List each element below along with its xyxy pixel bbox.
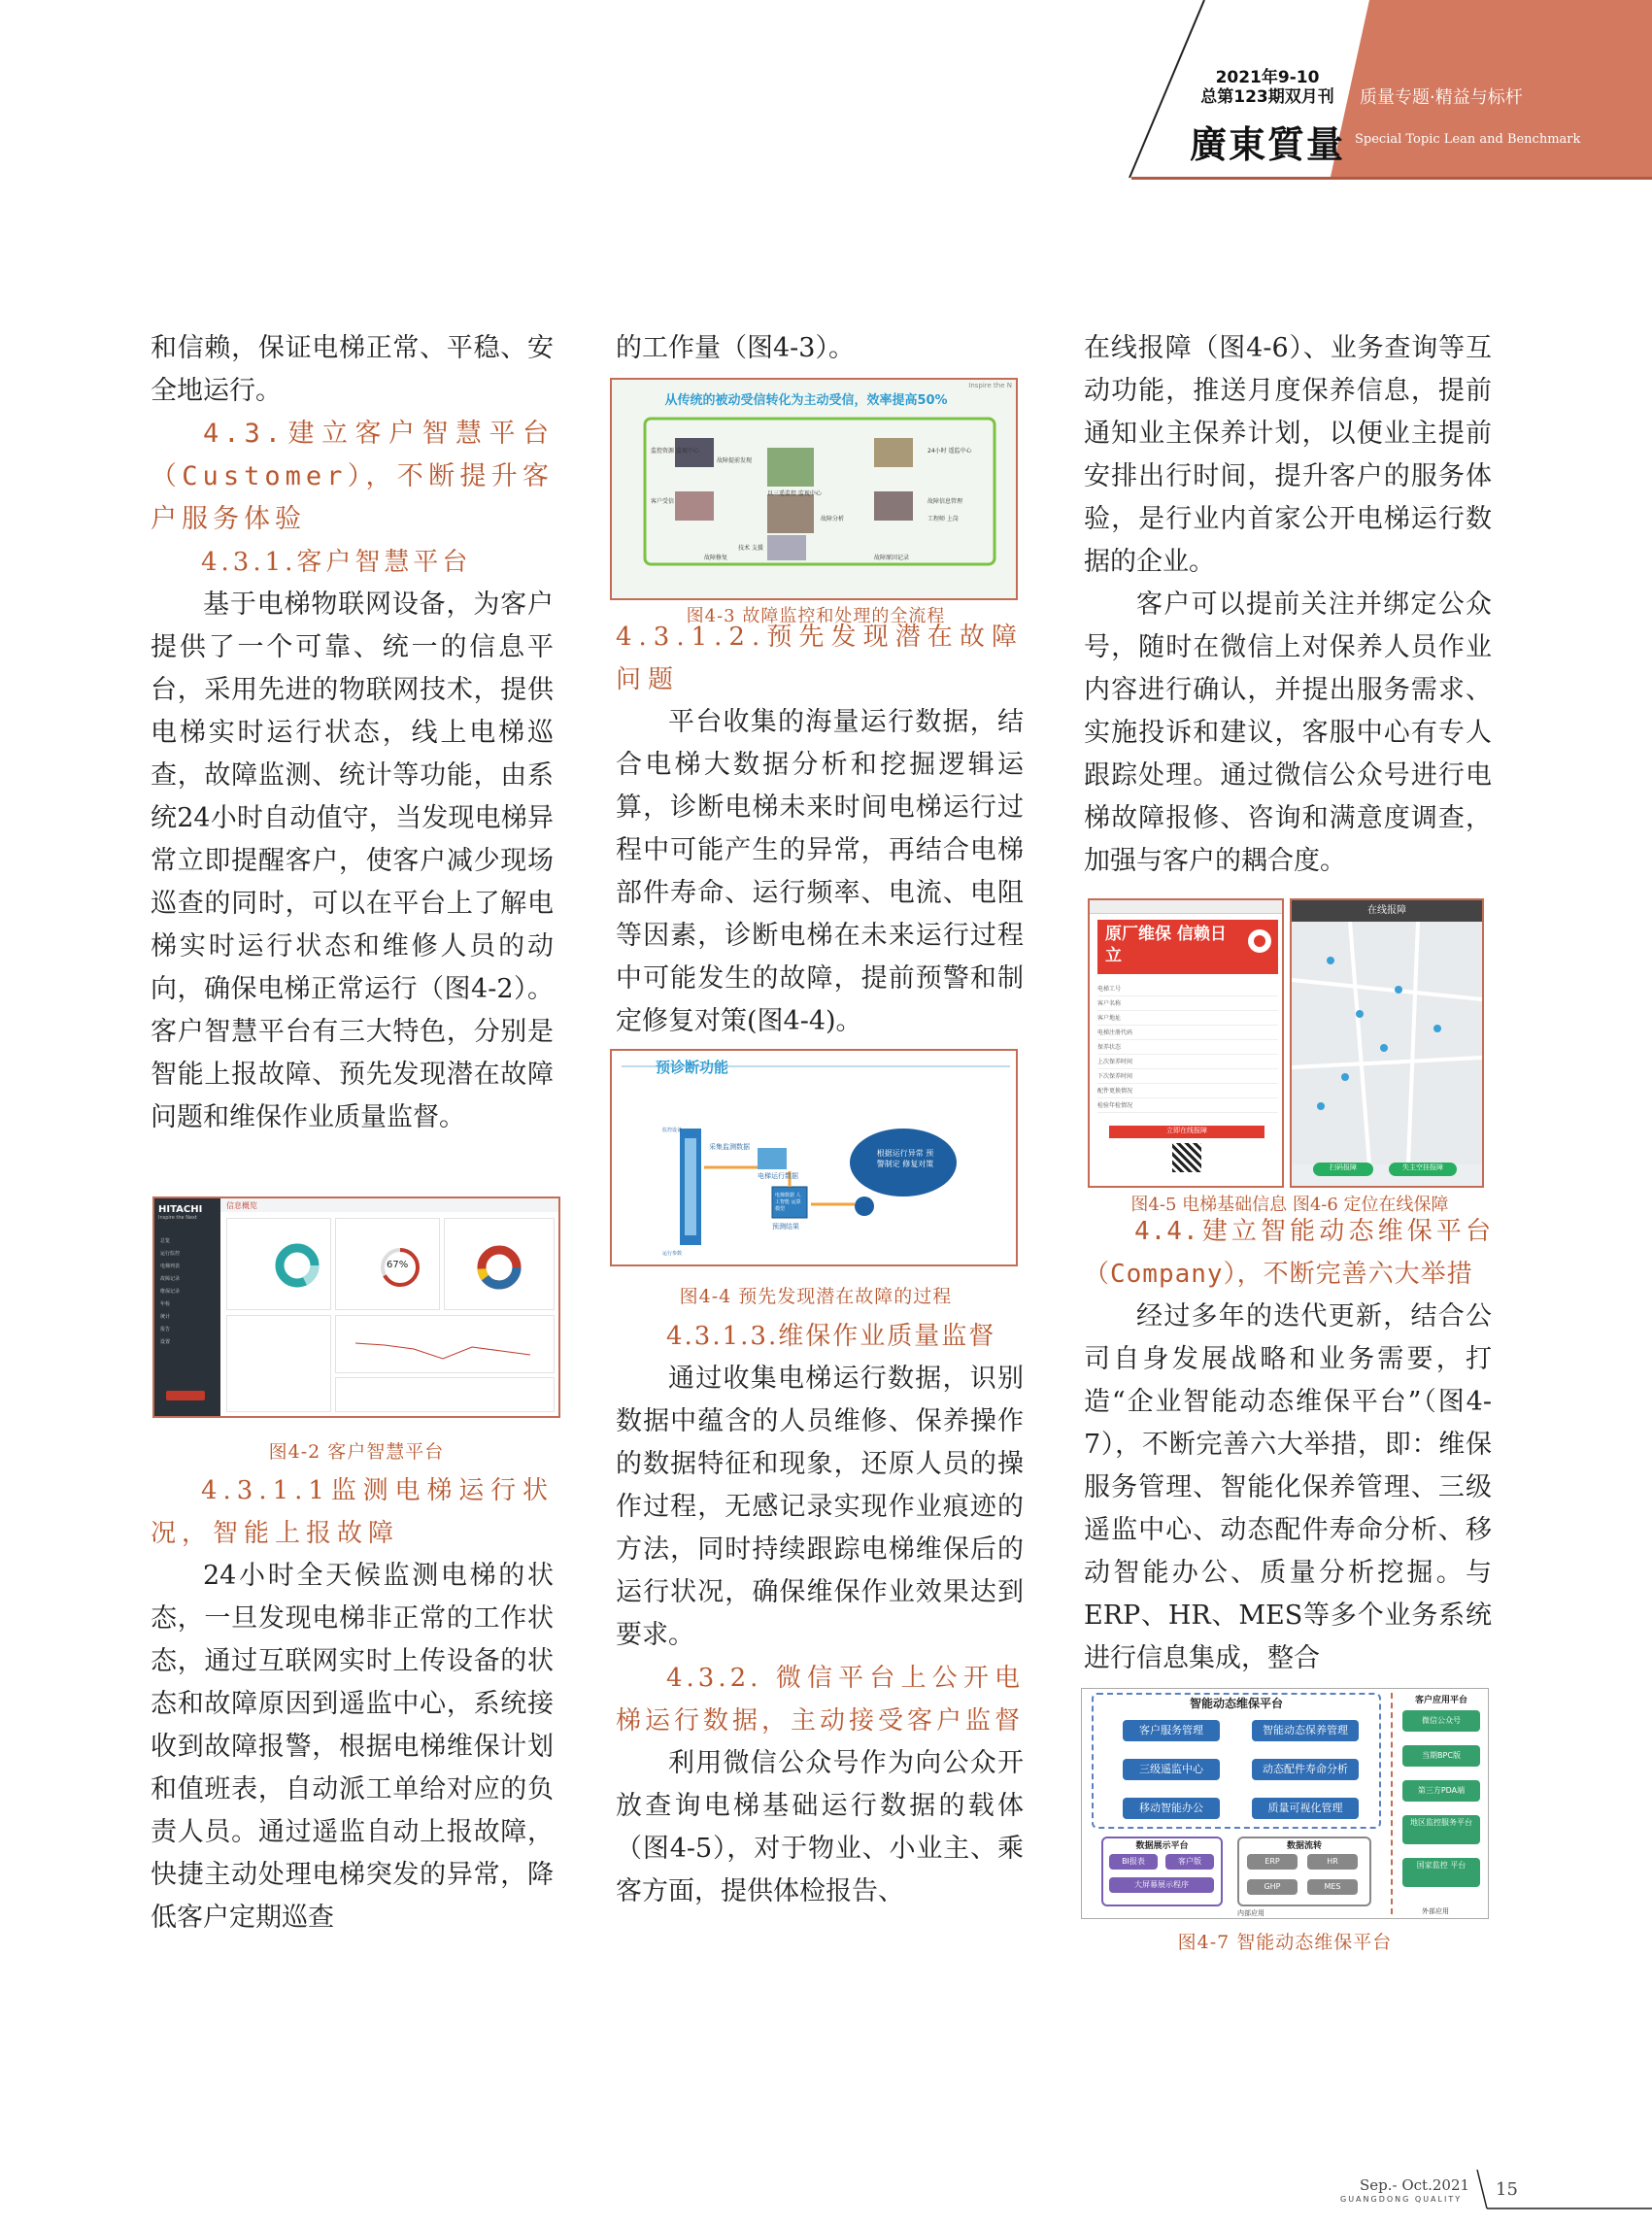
figure-caption: 图4-7 智能动态维保平台 [1177, 1932, 1393, 1953]
detail-card [335, 1377, 555, 1412]
sidebar-menu-item[interactable]: 运行监控 [160, 1251, 181, 1257]
diagram-label: 运行参数 [662, 1251, 683, 1257]
sidebar-menu-item[interactable]: 年检 [160, 1301, 171, 1307]
sidebar-menu-item[interactable]: 统计 [160, 1314, 171, 1320]
phone-banner: 原厂维保 信赖日立 [1097, 920, 1243, 974]
hitachi-logo: HITACHI [158, 1204, 203, 1215]
figure-elevator-info-phone [1088, 898, 1284, 1188]
module-box: 质量可视化管理 [1252, 1798, 1359, 1819]
section-heading: 4.4.建立智能动态维保平台（Company），不断完善六大举措 [1084, 1217, 1492, 1289]
subsection-heading: 4.3.2. 微信平台上公开电梯运行数据，主动接受客户监督 [616, 1664, 1025, 1736]
figure-caption: 图4-5 电梯基础信息 图4-6 定位在线保障 [1130, 1195, 1449, 1215]
section-heading: 4.3.建立客户智慧平台（Customer），不断提升客户服务体验 [151, 419, 554, 534]
manual-report-button[interactable]: 失主空挂报障 [1389, 1163, 1457, 1176]
column-3-lower [1084, 1210, 1492, 1680]
display-box: 大屏幕展示程序 [1109, 1877, 1214, 1893]
column-2-mid [616, 616, 1024, 1043]
flow-node: 以三遥监控 监视中心 [767, 490, 822, 497]
paragraph: 基于电梯物联网设备，为客户提供了一个可靠、统一的信息平台，采用先进的物联网技术，提供电梯实时运行状态，线上电梯巡查，故障监测、统计等功能，由系统24小时自动值守，当发现电梯异常立即提醒客户，使客户减少现场巡查的同时，可以在平台上了解电梯实时运行状态和维修人员的动向，确保电梯正常运行（图4-2）。客户智慧平台有三大特色，分别是智能上报故障、预先发现潜在故障问题和维保作业质量监督。 [151, 590, 554, 1132]
fault-flow-corner: Inspire the N [968, 382, 1012, 389]
flow-node: 客户受信 [651, 498, 675, 505]
flow-node: 故障原因记录 [874, 555, 910, 561]
prediagnosis-diagram [612, 1051, 1018, 1266]
column-2-top [616, 327, 1024, 370]
figure-caption: 图4-3 故障监控和处理的全流程 [686, 606, 946, 626]
subsection-heading: 4.3.1.1监测电梯运行状况，智能上报故障 [151, 1476, 554, 1548]
paragraph: 平台收集的海量运行数据，结合电梯大数据分析和挖掘逻辑运算，诊断电梯未来时间电梯运行过程中可能产生的异常，再结合电梯部件寿命、运行频率、电流、电阻等因素，诊断电梯在未来运行过程中可能发生的故障，提前预警和制定修复对策(图4-4)。 [616, 707, 1024, 1036]
subsection-heading: 4.3.1.2.预先发现潜在故障问题 [616, 623, 1024, 694]
diagram-label: 电梯数据 人工智能 运算模型 [775, 1193, 801, 1212]
line-chart-card [335, 1315, 555, 1373]
external-label: 外部应用 [1422, 1907, 1449, 1915]
figure-caption: 图4-4 预先发现潜在故障的过程 [679, 1286, 953, 1307]
module-box: 三级遥监中心 [1123, 1759, 1220, 1780]
info-field: 检验年检情况 [1097, 1098, 1278, 1113]
flow-node: 故障信息管理 [927, 498, 963, 505]
flow-node: 工程师 上岗 [927, 516, 959, 523]
figure-online-report-phone [1290, 898, 1484, 1188]
display-box: 客户版 [1165, 1854, 1214, 1870]
divider [1391, 1693, 1393, 1914]
flow-node: 24小时 遥监中心 [927, 448, 972, 455]
qr-code [1172, 1143, 1201, 1172]
module-box: 移动智能办公 [1123, 1798, 1220, 1819]
sidebar-menu-item[interactable]: 电梯列表 [160, 1264, 181, 1269]
pie-card [444, 1218, 555, 1310]
flow-box: GHP [1247, 1879, 1298, 1895]
dashboard-sidebar [154, 1198, 220, 1416]
flow-box: MES [1307, 1879, 1358, 1895]
flow-node: 技术 支援 [738, 545, 763, 552]
module-box: 客户服务管理 [1123, 1720, 1220, 1741]
mascot-image [1241, 920, 1278, 974]
info-field: 配件更换情况 [1097, 1084, 1278, 1098]
client-platform-title: 客户应用平台 [1414, 1696, 1467, 1705]
phone-header: 在线报障 [1292, 900, 1482, 922]
stat-card [226, 1218, 331, 1310]
magazine-logo: 廣東質量 [1189, 122, 1345, 166]
flow-box: HR [1307, 1854, 1358, 1870]
gauge-value: 67% [387, 1260, 409, 1270]
diagram-label: 监控设备 [662, 1128, 683, 1133]
column-2-lower [616, 1315, 1024, 1913]
info-field: 电梯工号 [1097, 982, 1278, 996]
diagram-label: 预测结果 [772, 1223, 799, 1230]
flow-node: 故障提前发现 [717, 457, 753, 464]
info-field: 下次保养时间 [1097, 1069, 1278, 1084]
client-box: 第三方PDA端 [1402, 1780, 1480, 1802]
column-1-lower [151, 1469, 554, 1939]
logout-button[interactable] [166, 1391, 205, 1400]
flow-node: 故障分析 [821, 516, 845, 523]
paragraph: 在线报障（图4-6）、业务查询等互动功能，推送月度保养信息，提前通知业主保养计划，以便业主提前安排出行时间，提升客户的服务体验，是行业内首家公开电梯运行数据的企业。 [1084, 333, 1492, 577]
internal-label: 内部应用 [1237, 1909, 1264, 1917]
platform-title: 智能动态维保平台 [1189, 1697, 1283, 1710]
dashboard-title: 信息概览 [220, 1198, 558, 1212]
sidebar-menu-item[interactable]: 报告 [160, 1327, 171, 1332]
sidebar-menu-item[interactable]: 故障记录 [160, 1276, 181, 1282]
flow-node: 故障修复 [704, 555, 728, 561]
figure-caption: 图4-2 客户智慧平台 [268, 1441, 445, 1463]
paragraph: 利用微信公众号作为向公众开放查询电梯基础运行数据的载体（图4-5），对于物业、小业主、乘客方面，提供体检报告、 [616, 1748, 1024, 1906]
prediagnosis-title: 预诊断功能 [656, 1059, 729, 1076]
client-box: 国家监控 平台 [1402, 1858, 1480, 1887]
module-box: 智能动态保养管理 [1252, 1720, 1359, 1741]
paragraph: 经过多年的迭代更新，结合公司自身发展战略和业务需要，打造“企业智能动态维保平台”（图4-7），不断完善六大举措，即：维保服务管理、智能化保养管理、三级遥监中心、动态配件寿命分析、移动智能办公、质量分析挖掘。与ERP、HR、MES等多个业务系统进行信息集成，整合 [1084, 1301, 1492, 1673]
paragraph: 通过收集电梯运行数据，识别数据中蕴含的人员维修、保养操作的数据特征和现象，还原人员的操作过程，无感记录实现作业痕迹的方法，同时持续跟踪电梯维保后的运行状况，确保维保作业效果达到要求。 [616, 1364, 1024, 1650]
footer-magazine-name: GUANGDONG QUALITY [1340, 2195, 1463, 2204]
subsection-heading: 4.3.1.客户智慧平台 [201, 548, 472, 577]
figure-maintenance-platform [1081, 1688, 1489, 1919]
diagram-label: 根据运行异常 预警制定 修复对策 [876, 1149, 934, 1168]
paragraph: 和信赖，保证电梯正常、平稳、安全地运行。 [151, 333, 554, 406]
data-flow-title: 数据流转 [1286, 1841, 1322, 1851]
paragraph: 的工作量（图4-3）。 [616, 333, 855, 363]
info-field: 客户名称 [1097, 996, 1278, 1011]
flow-node: 监控资源 监视中心 [651, 448, 699, 455]
info-field-list [1097, 982, 1278, 1113]
flow-box: ERP [1247, 1854, 1298, 1870]
diagram-label: 采集监测数据 [709, 1143, 750, 1151]
subsection-heading: 4.3.1.3.维保作业质量监督 [666, 1322, 996, 1351]
sidebar-menu-item[interactable]: 维保记录 [160, 1289, 181, 1295]
info-field: 电梯注册代码 [1097, 1026, 1278, 1040]
client-box: 当期BPC版 [1402, 1745, 1480, 1767]
display-platform-title: 数据展示平台 [1135, 1841, 1189, 1851]
map [1292, 922, 1482, 1164]
client-box: 地区监控服务平台 [1402, 1815, 1480, 1844]
display-box: BI报表 [1109, 1854, 1158, 1870]
client-box: 微信公众号 [1402, 1710, 1480, 1732]
sidebar-menu-item[interactable]: 设置 [160, 1339, 171, 1345]
list-card [226, 1315, 331, 1412]
topic-label: 质量专题·精益与标杆 [1360, 87, 1523, 108]
page-number: 15 [1496, 2179, 1518, 2200]
footer-issue: Sep.- Oct.2021 [1360, 2176, 1470, 2194]
figure-customer-platform [152, 1197, 560, 1418]
info-field: 客户地址 [1097, 1011, 1278, 1026]
topic-label-en: Special Topic Lean and Benchmark [1355, 132, 1581, 147]
report-fault-button[interactable]: 立即在线报障 [1109, 1126, 1264, 1138]
phone-titlebar [1090, 900, 1282, 914]
info-field: 上次保养时间 [1097, 1055, 1278, 1069]
paragraph: 客户可以提前关注并绑定公众号，随时在微信上对保养人员作业内容进行确认，并提出服务需求、实施投诉和建议，客服中心有专人跟踪处理。通过微信公众号进行电梯故障报修、咨询和满意度调查，加强与客户的耦合度。 [1084, 590, 1492, 876]
info-field: 保养状态 [1097, 1040, 1278, 1055]
column-3 [1084, 327, 1492, 883]
diagram-label: 电梯运行数据 [758, 1172, 798, 1180]
column-1 [151, 327, 554, 1139]
issue-date: 2021年9-10 总第123期双月刊 [1200, 68, 1334, 107]
module-box: 动态配件寿命分析 [1252, 1759, 1359, 1780]
logo-tagline: Inspire the Next [158, 1215, 197, 1221]
figure-fault-flow [610, 378, 1018, 600]
figure-prediagnosis [610, 1049, 1018, 1266]
fault-flow-title: 从传统的被动受信转化为主动受信，效率提高50% [664, 393, 948, 408]
sidebar-menu-item[interactable]: 总览 [160, 1238, 171, 1244]
gauge-card [335, 1218, 440, 1310]
paragraph: 24小时全天候监测电梯的状态，一旦发现电梯非正常的工作状态，通过互联网实时上传设备的状态和故障原因到遥监中心，系统接收到故障报警，根据电梯维保计划和值班表，自动派工单给对应的负责人员。通过遥监自动上报故障，快捷主动处理电梯突发的异常，降低客户定期巡查 [151, 1561, 554, 1933]
scan-report-button[interactable]: 扫码报障 [1313, 1163, 1373, 1176]
